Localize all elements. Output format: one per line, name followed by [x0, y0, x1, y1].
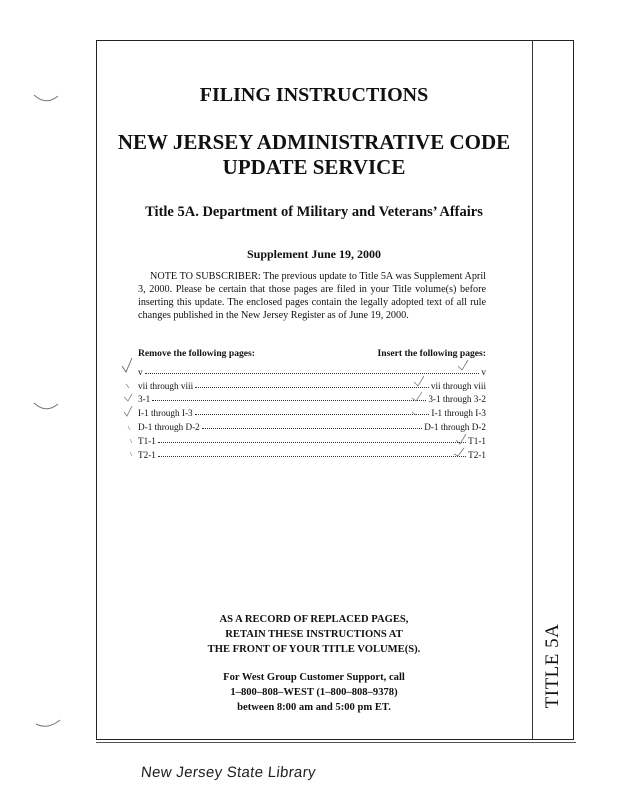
- insert-pages: T1-1: [468, 435, 486, 446]
- code-title-line-1: NEW JERSEY ADMINISTRATIVE CODE: [117, 130, 511, 154]
- handwritten-check-marks-right: [410, 356, 470, 456]
- dot-leader: [195, 387, 429, 388]
- document-title: FILING INSTRUCTIONS: [199, 84, 429, 106]
- tab-divider: [532, 40, 533, 740]
- insert-pages: 3-1 through 3-2: [428, 394, 486, 405]
- insert-pages: T2-1: [468, 449, 486, 460]
- supplement-date: Supplement June 19, 2000: [246, 247, 382, 261]
- library-stamp: New Jersey State Library: [140, 764, 317, 781]
- customer-support: [96, 670, 532, 715]
- support-line-2: 1–800–808–WEST (1–800–808–9378): [230, 687, 398, 698]
- support-line-3: between 8:00 am and 5:00 pm ET.: [237, 702, 391, 713]
- binder-hole-mark: [32, 400, 60, 414]
- insert-pages: D-1 through D-2: [424, 421, 486, 432]
- agency-title: Title 5A. Department of Military and Veterans’ Affairs: [145, 204, 483, 220]
- remove-header: Remove the following pages:: [138, 348, 255, 359]
- remove-pages: I-1 through I-3: [138, 408, 193, 419]
- record-line-3: THE FRONT OF YOUR TITLE VOLUME(S).: [207, 644, 421, 655]
- dot-leader: [202, 428, 422, 429]
- remove-pages: v: [138, 366, 143, 377]
- remove-pages: 3-1: [138, 394, 151, 405]
- binder-hole-mark: [34, 718, 62, 732]
- support-line-1: For West Group Customer Support, call: [223, 672, 405, 683]
- insert-pages: I-1 through I-3: [431, 408, 486, 419]
- remove-pages: D-1 through D-2: [138, 421, 200, 432]
- record-instructions: [96, 612, 532, 657]
- title-tab-label: TITLE 5A: [542, 623, 563, 709]
- insert-header: Insert the following pages:: [377, 348, 486, 359]
- insert-pages: vii through viii: [430, 380, 486, 391]
- dot-leader: [152, 400, 426, 401]
- subscriber-note: NOTE TO SUBSCRIBER: The previous update to Title 5A was Supplement April 3, 2000. Please be certain that those pages are filed in your Title volume(s) before inserting this update. The enclosed pages contain the legally adopted text of all rule changes published in the New Jersey Register as of June 19, 2000.: [138, 271, 486, 321]
- code-title: [96, 130, 532, 180]
- remove-pages: vii through viii: [138, 380, 194, 391]
- handwritten-check-marks: [118, 356, 142, 456]
- remove-pages: T2-1: [138, 449, 156, 460]
- remove-pages: T1-1: [138, 435, 156, 446]
- page-border-bottom-double: [96, 742, 576, 743]
- dot-leader: [195, 414, 430, 415]
- insert-pages: v: [481, 366, 486, 377]
- code-title-line-2: UPDATE SERVICE: [222, 155, 406, 179]
- record-line-2: RETAIN THESE INSTRUCTIONS AT: [225, 629, 403, 640]
- binder-hole-mark: [32, 92, 60, 106]
- record-line-1: AS A RECORD OF REPLACED PAGES,: [219, 614, 409, 625]
